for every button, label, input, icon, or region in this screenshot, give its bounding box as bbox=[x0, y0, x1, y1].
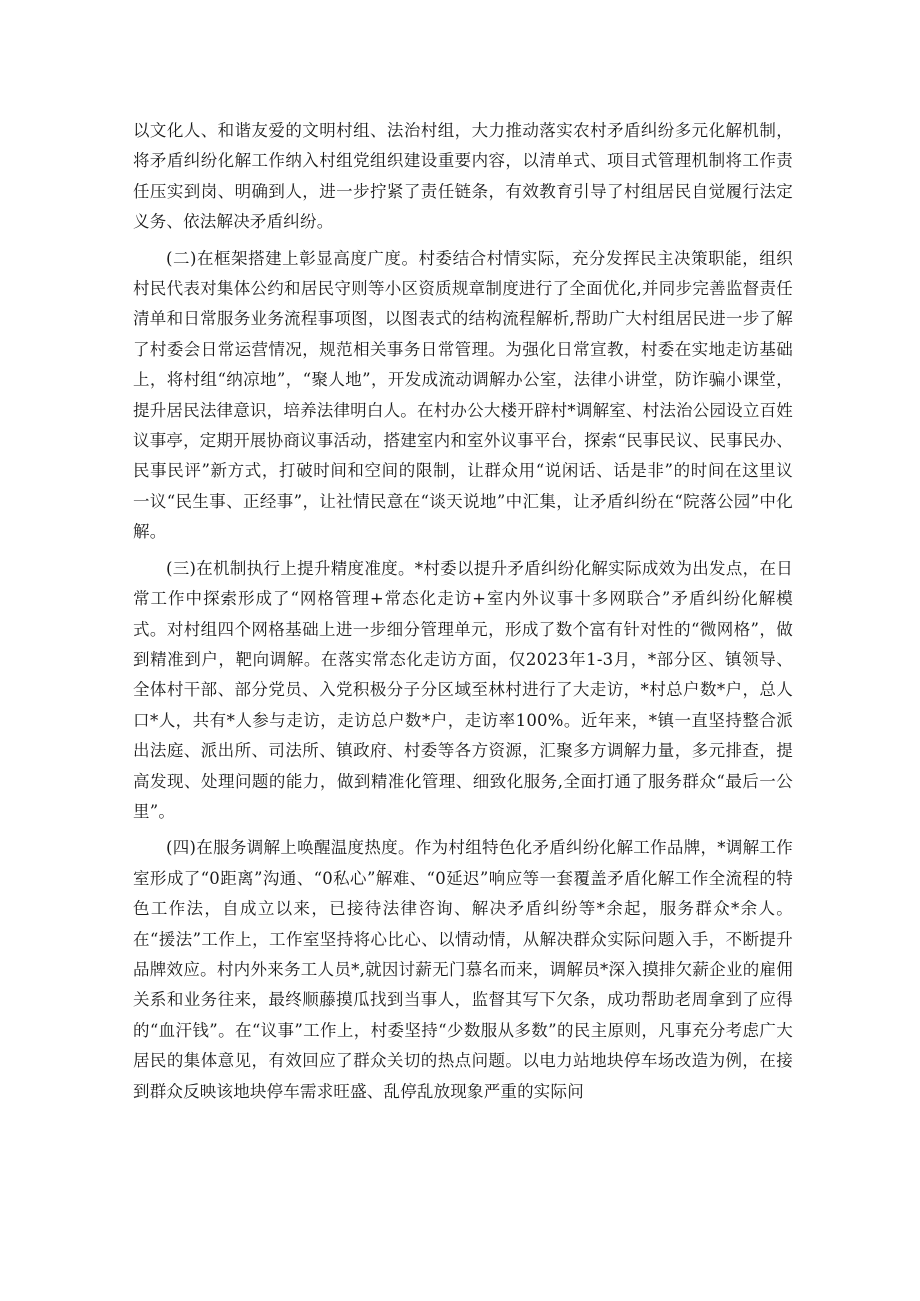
paragraph-section-3: (三)在机制执行上提升精度准度。*村委以提升矛盾纠纷化解实际成效为出发点，在日常工作中探索形成了“网格管理+常态化走访+室内外议事十多网联合”矛盾纠纷化解模式。对村组四个网格基础上进一步细分管理单元，形成了数个富有针对性的“微网格”，做到精准到户，靶向调解。在落实常态化走访方面，仅2023年1-3月，*部分区、镇领导、全体村干部、部分党员、入党积极分子分区域至林村进行了大走访，*村总户数*户，总人口*人，共有*人参与走访，走访总户数*户，走访率100%。近年来，*镇一直坚持整合派出法庭、派出所、司法所、镇政府、村委等各方资源，汇聚多方调解力量，多元排查，提高发现、处理问题的能力，做到精准化管理、细致化服务,全面打通了服务群众“最后一公里”。 bbox=[133, 558, 793, 821]
paragraph-continued: 以文化人、和谐友爱的文明村组、法治村组，大力推动落实农村矛盾纠纷多元化解机制，将矛盾纠纷化解工作纳入村组党组织建设重要内容，以清单式、项目式管理机制将工作责任压实到岗、明确到人，进一步拧紧了责任链条，有效教育引导了村组居民自觉履行法定义务、依法解决矛盾纠纷。 bbox=[133, 121, 793, 232]
document-body bbox=[133, 116, 793, 1107]
paragraph-section-4: (四)在服务调解上唤醒温度热度。作为村组特色化矛盾纠纷化解工作品牌，*调解工作室形成了“0距离”沟通、“0私心”解难、“0延迟”响应等一套覆盖矛盾化解工作全流程的特色工作法，自成立以来，已接待法律咨询、解决矛盾纠纷等*余起，服务群众*余人。在“援法”工作上，工作室坚持将心比心、以情动情，从解决群众实际问题入手，不断提升品牌效应。村内外来务工人员*,就因讨薪无门慕名而来，调解员*深入摸排欠薪企业的雇佣关系和业务往来，最终顺藤摸瓜找到当事人，监督其写下欠条，成功帮助老周拿到了应得的“血汗钱”。在“议事”工作上，村委坚持“少数服从多数”的民主原则，凡事充分考虑广大居民的集体意见，有效回应了群众关切的热点问题。以电力站地块停车场改造为例，在接到群众反映该地块停车需求旺盛、乱停乱放现象严重的实际问 bbox=[133, 838, 793, 1101]
paragraph-section-2: (二)在框架搭建上彰显高度广度。村委结合村情实际，充分发挥民主决策职能，组织村民代表对集体公约和居民守则等小区资质规章制度进行了全面优化,并同步完善监督责任清单和日常服务业务流程事项图，以图表式的结构流程解析,帮助广大村组居民进一步了解了村委会日常运营情况，规范相关事务日常管理。为强化日常宣教，村委在实地走访基础上，将村组“纳凉地”，“聚人地”，开发成流动调解办公室，法律小讲堂，防诈骗小课堂，提升居民法律意识，培养法律明白人。在村办公大楼开辟村*调解室、村法治公园设立百姓议事亭，定期开展协商议事活动，搭建室内和室外议事平台，探索“民事民议、民事民办、民事民评”新方式，打破时间和空间的限制，让群众用“说闲话、话是非”的时间在这里议一议“民生事、正经事”，让社情民意在“谈天说地”中汇集，让矛盾纠纷在“院落公园”中化解。 bbox=[133, 248, 793, 542]
